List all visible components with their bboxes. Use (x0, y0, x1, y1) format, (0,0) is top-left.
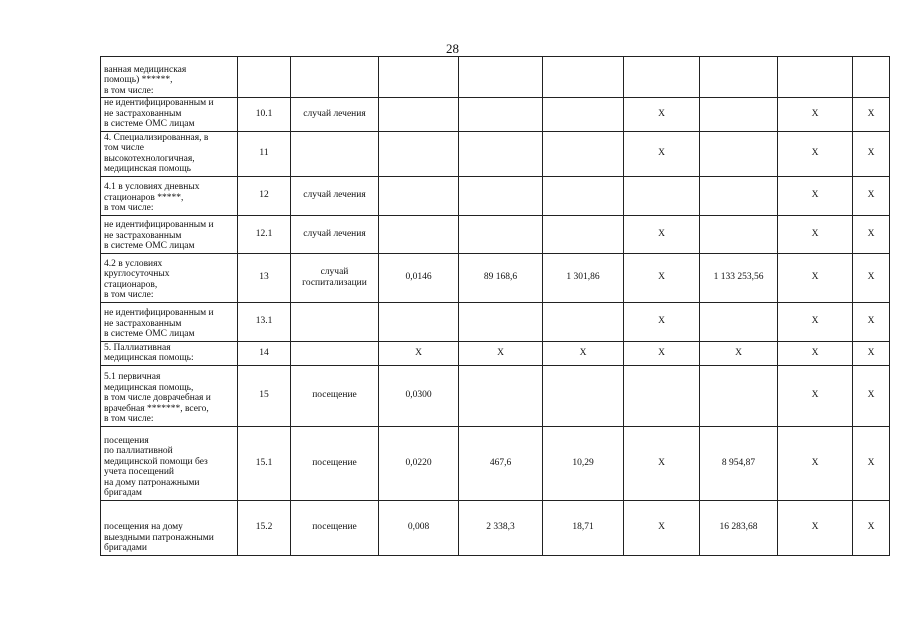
description-line: медицинская помощь (104, 164, 191, 174)
table-row (101, 341, 890, 365)
description-line: в системе ОМС лицам (104, 241, 195, 251)
row-description (101, 253, 238, 302)
cell-c5: 467,6 (459, 426, 543, 500)
cell-c7: X (624, 341, 700, 365)
cell-c5: 89 168,6 (459, 253, 543, 302)
cell-c4 (379, 131, 459, 176)
cell-num: 12 (238, 176, 291, 215)
description-line: 4.1 в условиях дневных (104, 182, 200, 192)
description-line: выездными патронажными (104, 532, 214, 543)
cell-c4: 0,0146 (379, 253, 459, 302)
cell-c10: X (853, 365, 890, 426)
row-description (101, 341, 238, 365)
cell-c8 (700, 176, 778, 215)
cell-c6: 18,71 (543, 500, 624, 555)
description-line: медицинской помощи без (104, 456, 208, 467)
cell-num: 13 (238, 253, 291, 302)
cell-c8: 1 133 253,56 (700, 253, 778, 302)
cell-num: 15.2 (238, 500, 291, 555)
cell-c6 (543, 98, 624, 132)
cell-c5 (459, 215, 543, 253)
cell-c9: X (778, 426, 853, 500)
cell-c7: X (624, 302, 700, 341)
cell-c7 (624, 57, 700, 98)
cell-unit: случай госпитализации (291, 253, 379, 302)
cell-c7: X (624, 98, 700, 132)
row-description (101, 98, 238, 132)
cell-c5 (459, 302, 543, 341)
table-row (101, 57, 890, 98)
description-line: не идентифицированным и (104, 220, 214, 230)
cell-c4: X (379, 341, 459, 365)
cell-c9: X (778, 500, 853, 555)
cell-unit (291, 131, 379, 176)
description-line: стационаров *****, (104, 192, 184, 203)
description-line: 5.1 первичная (104, 372, 161, 382)
cell-num: 13.1 (238, 302, 291, 341)
cell-c8: 16 283,68 (700, 500, 778, 555)
cell-c5 (459, 98, 543, 132)
description-line: в том числе: (104, 414, 154, 424)
cell-c8: 8 954,87 (700, 426, 778, 500)
cell-c10: X (853, 302, 890, 341)
cell-c8: X (700, 341, 778, 365)
cell-c4: 0,0220 (379, 426, 459, 500)
cell-c6 (543, 365, 624, 426)
cell-c4 (379, 302, 459, 341)
cell-c4 (379, 98, 459, 132)
description-line: медицинская помощь: (104, 353, 194, 363)
cell-unit: посещение (291, 500, 379, 555)
table-row (101, 176, 890, 215)
cell-c7 (624, 365, 700, 426)
cell-c8 (700, 57, 778, 98)
cell-c6 (543, 57, 624, 98)
cell-num (238, 57, 291, 98)
cell-c10: X (853, 215, 890, 253)
description-line: не застрахованным (104, 108, 182, 119)
cell-c9: X (778, 176, 853, 215)
description-line: в том числе: (104, 203, 154, 213)
table-row (101, 365, 890, 426)
description-line: посещения на дому (104, 522, 183, 532)
cell-unit: случай лечения (291, 176, 379, 215)
description-line: 5. Паллиативная (104, 342, 171, 353)
cell-c8 (700, 131, 778, 176)
cell-c8 (700, 215, 778, 253)
cell-unit (291, 57, 379, 98)
description-line: бригадами (104, 543, 147, 553)
description-line: высокотехнологичная, (104, 153, 195, 164)
cell-c10: X (853, 500, 890, 555)
cell-c9: X (778, 365, 853, 426)
cell-c7 (624, 176, 700, 215)
cell-c7: X (624, 253, 700, 302)
cell-c9: X (778, 98, 853, 132)
cell-c5 (459, 176, 543, 215)
description-line: медицинская помощь, (104, 382, 194, 393)
cell-c6 (543, 176, 624, 215)
cell-num: 11 (238, 131, 291, 176)
cell-c10: X (853, 426, 890, 500)
row-description (101, 365, 238, 426)
description-line: не застрахованным (104, 230, 182, 241)
cell-unit: случай лечения (291, 215, 379, 253)
row-description (101, 500, 238, 555)
cell-c4 (379, 176, 459, 215)
cell-c10: X (853, 176, 890, 215)
table-row (101, 302, 890, 341)
cell-c9: X (778, 215, 853, 253)
cell-c5 (459, 365, 543, 426)
description-line: учета посещений (104, 467, 175, 477)
description-line: в системе ОМС лицам (104, 329, 195, 339)
cell-c7: X (624, 426, 700, 500)
row-description (101, 131, 238, 176)
cell-c9 (778, 57, 853, 98)
cell-unit: посещение (291, 365, 379, 426)
table-row (101, 253, 890, 302)
cell-c5: 2 338,3 (459, 500, 543, 555)
cell-c9: X (778, 302, 853, 341)
description-line: на дому патронажными (104, 477, 200, 488)
cell-c9: X (778, 253, 853, 302)
description-line: в том числе: (104, 85, 154, 96)
cell-num: 15 (238, 365, 291, 426)
cell-unit (291, 302, 379, 341)
row-description (101, 215, 238, 253)
description-line: том числе (104, 143, 145, 153)
cell-c10: X (853, 131, 890, 176)
description-line: в том числе: (104, 290, 154, 300)
cell-c6: 1 301,86 (543, 253, 624, 302)
table-row (101, 98, 890, 132)
row-description (101, 426, 238, 500)
table-row (101, 500, 890, 555)
cell-c5: X (459, 341, 543, 365)
cell-c10: X (853, 341, 890, 365)
description-line: помощь) ******, (104, 75, 173, 85)
cell-num: 15.1 (238, 426, 291, 500)
description-line: по паллиативной (104, 446, 173, 456)
description-line: круглосуточных (104, 269, 170, 279)
cell-c7: X (624, 131, 700, 176)
cell-num: 14 (238, 341, 291, 365)
cell-unit (291, 341, 379, 365)
cell-c9: X (778, 131, 853, 176)
cell-c4 (379, 215, 459, 253)
table-row (101, 426, 890, 500)
cell-c10 (853, 57, 890, 98)
cell-c6: 10,29 (543, 426, 624, 500)
cell-c4: 0,008 (379, 500, 459, 555)
cell-c7: X (624, 500, 700, 555)
cell-c5 (459, 131, 543, 176)
cell-c6 (543, 302, 624, 341)
cell-c4 (379, 57, 459, 98)
description-line: в системе ОМС лицам (104, 119, 195, 129)
page-number: 28 (446, 41, 459, 56)
cell-num: 12.1 (238, 215, 291, 253)
description-line: 4.2 в условиях (104, 258, 163, 269)
cell-unit: посещение (291, 426, 379, 500)
cell-c6: X (543, 341, 624, 365)
description-line: не идентифицированным и (104, 98, 214, 108)
description-line: врачебная *******, всего, (104, 403, 209, 414)
cell-c7: X (624, 215, 700, 253)
cell-c10: X (853, 98, 890, 132)
description-line: в том числе доврачебная и (104, 393, 211, 403)
description-line: посещения (104, 435, 149, 446)
description-line: стационаров, (104, 279, 158, 290)
table-row (101, 215, 890, 253)
row-description (101, 176, 238, 215)
description-line: бригадам (104, 488, 142, 498)
table-row (101, 131, 890, 176)
cell-c9: X (778, 341, 853, 365)
cell-c8 (700, 365, 778, 426)
cell-num: 10.1 (238, 98, 291, 132)
medical-care-table (100, 56, 890, 556)
cell-c6 (543, 215, 624, 253)
row-description (101, 57, 238, 98)
cell-c5 (459, 57, 543, 98)
description-line: не застрахованным (104, 318, 182, 329)
cell-unit: случай лечения (291, 98, 379, 132)
cell-c8 (700, 98, 778, 132)
cell-c8 (700, 302, 778, 341)
cell-c4: 0,0300 (379, 365, 459, 426)
row-description (101, 302, 238, 341)
description-line: 4. Специализированная, в (104, 132, 209, 143)
description-line: ванная медицинская (104, 64, 187, 75)
cell-c10: X (853, 253, 890, 302)
cell-c6 (543, 131, 624, 176)
description-line: не идентифицированным и (104, 308, 214, 318)
